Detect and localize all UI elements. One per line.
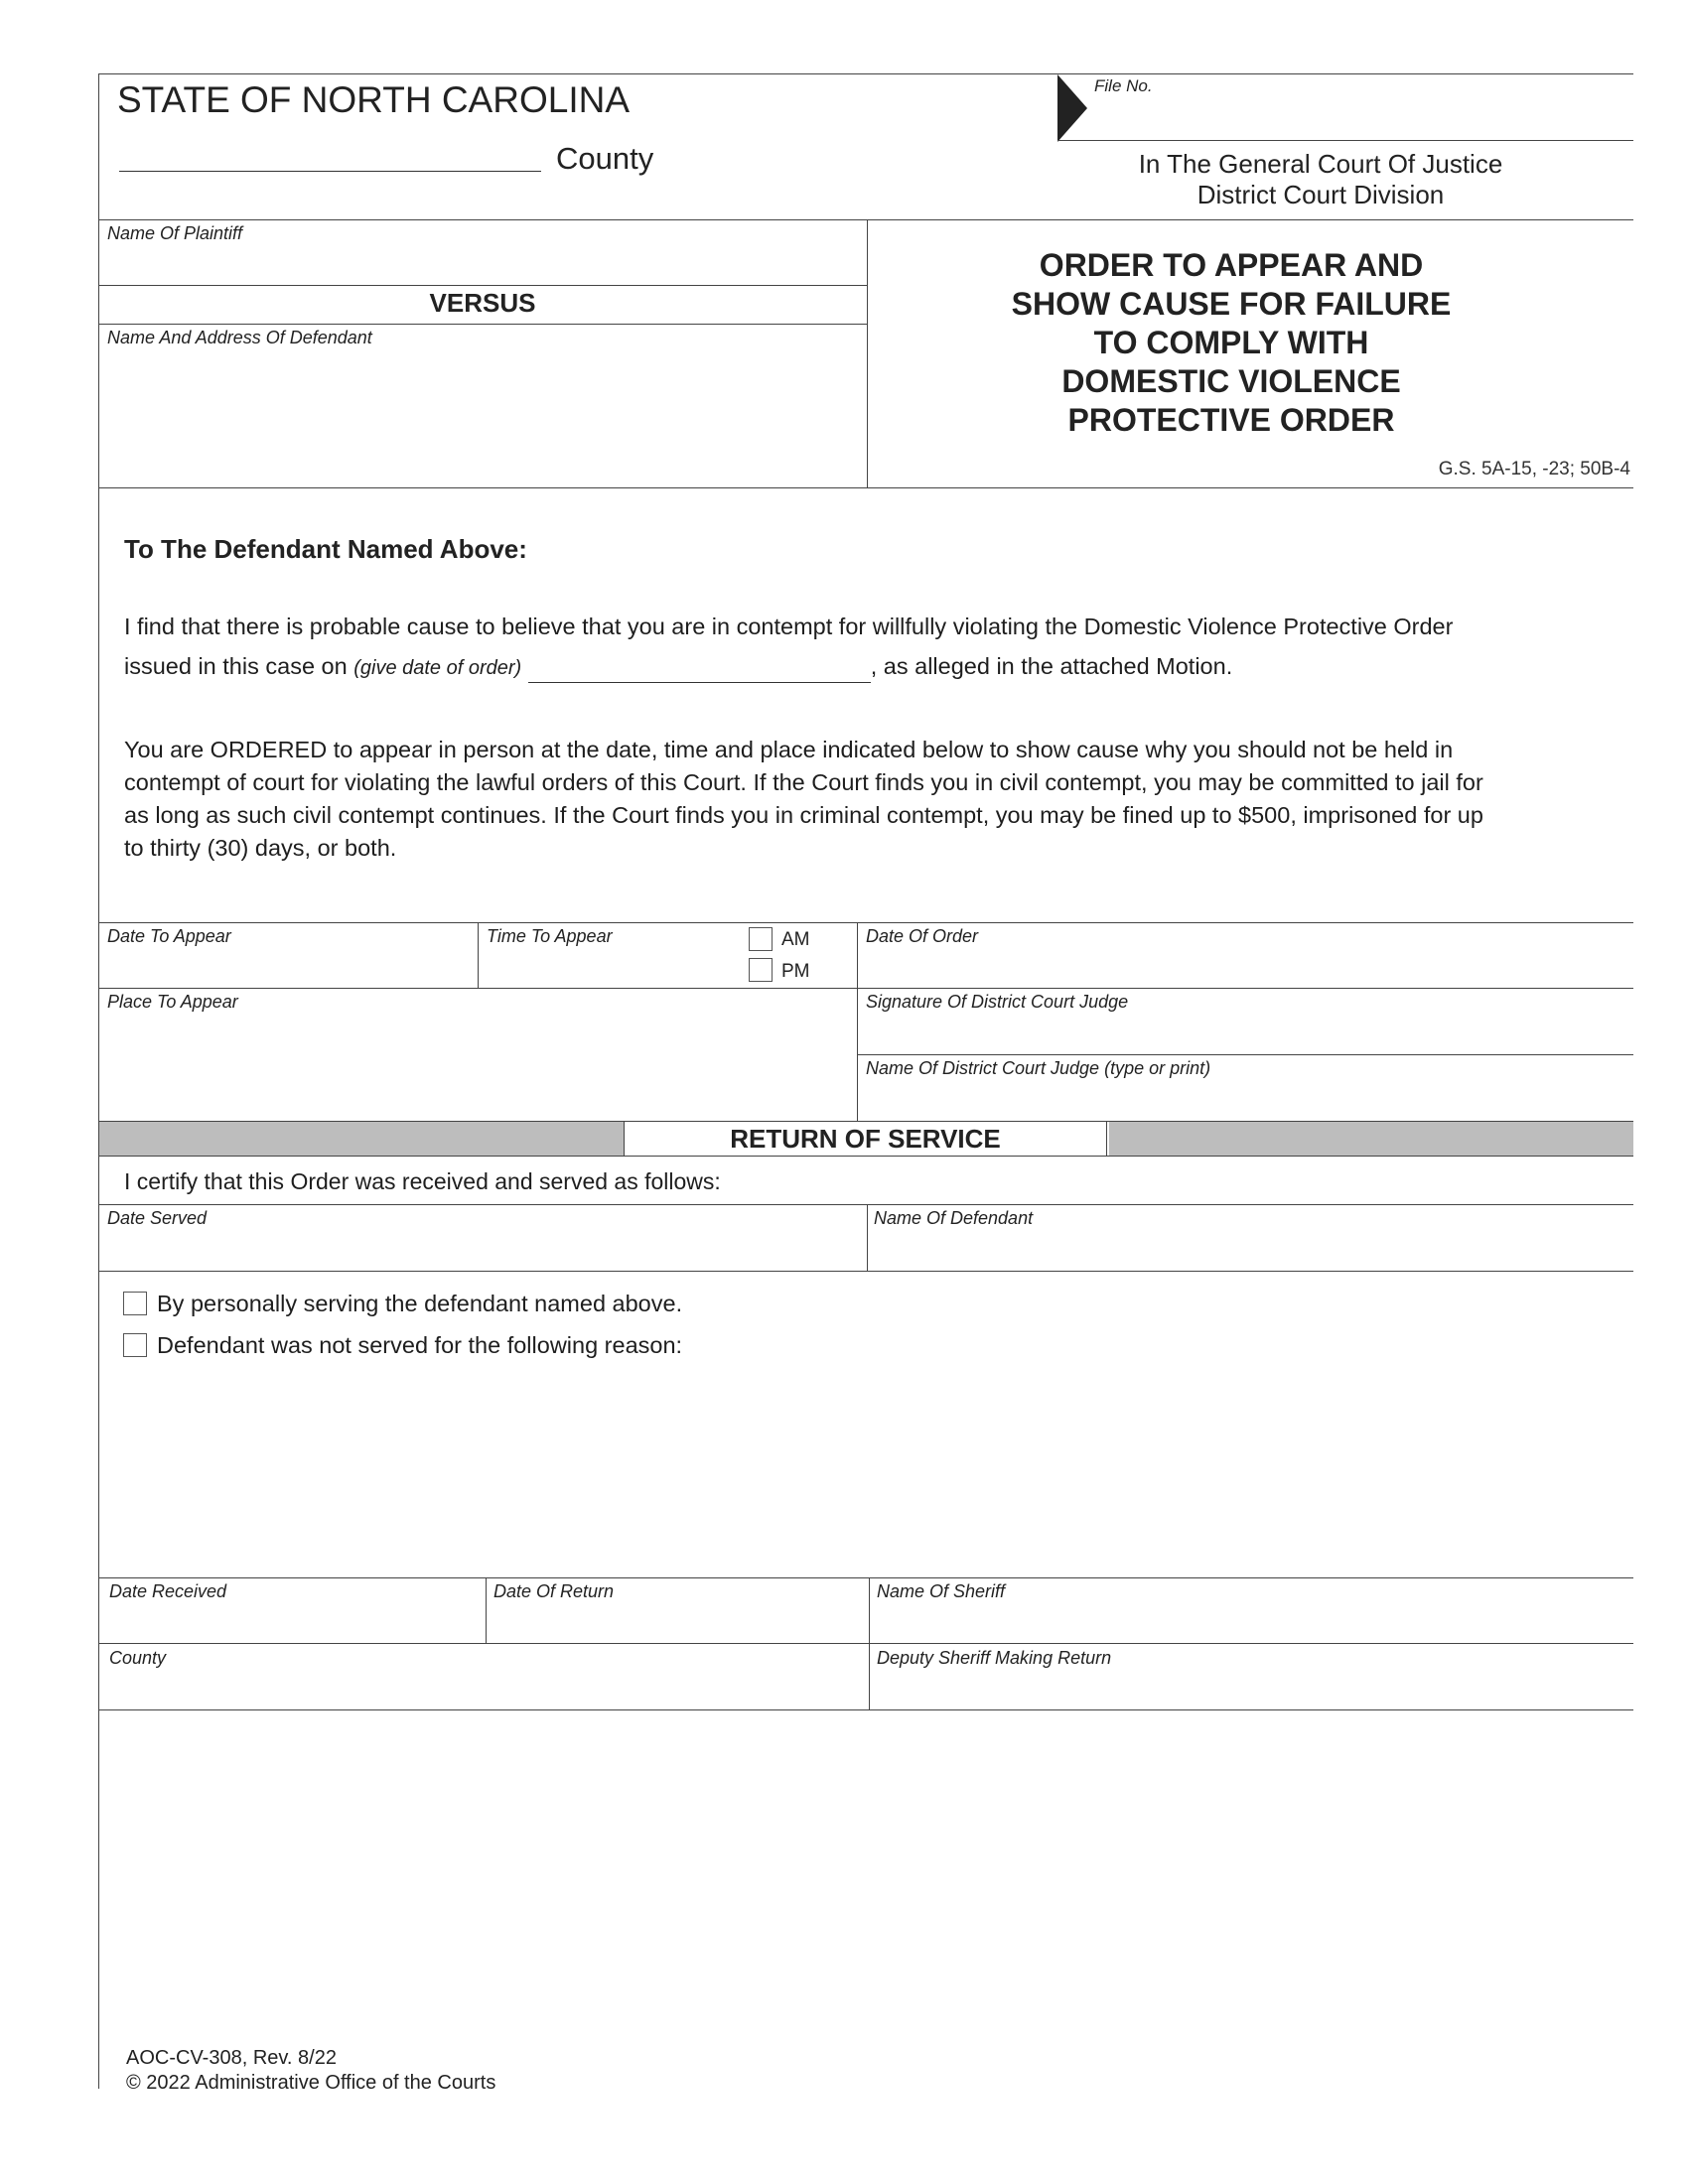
appear-top-line — [98, 922, 1633, 923]
pm-label: PM — [781, 961, 810, 982]
file-no-underline — [1057, 140, 1633, 141]
personally-served-label: By personally serving the defendant named above. — [157, 1291, 683, 1316]
appear-divider-2 — [857, 922, 858, 1121]
parties-divider — [867, 219, 868, 487]
order-date-input[interactable] — [528, 656, 871, 683]
title-line: ORDER TO APPEAR AND — [1039, 247, 1424, 283]
form-left-border — [98, 73, 99, 2089]
statute-reference: G.S. 5A-15, -23; 50B-4 — [1438, 459, 1630, 479]
defendant-label: Name And Address Of Defendant — [107, 328, 372, 347]
ordered-line-2: contempt of court for violating the lawful orders of this Court. If the Court finds you in civil contempt, you may be committed to jail for — [124, 769, 1483, 795]
title-line: PROTECTIVE ORDER — [1067, 402, 1395, 438]
ordered-line-1: You are ORDERED to appear in person at the date, time and place indicated below to show cause why you should not be held in — [124, 737, 1454, 762]
date-hint: (give date of order) — [353, 657, 522, 679]
sheriff-bottom-line — [98, 1709, 1633, 1710]
versus-top-line — [98, 285, 867, 286]
county-input[interactable] — [119, 141, 541, 172]
place-to-appear-label: Place To Appear — [107, 992, 238, 1012]
judge-mid-line — [857, 1054, 1633, 1055]
plaintiff-input[interactable] — [109, 250, 854, 280]
served-top-line — [98, 1204, 1633, 1205]
versus-heading: VERSUS — [429, 288, 536, 318]
versus-bottom-line — [98, 324, 867, 325]
appear-mid-line — [98, 988, 1633, 989]
defendant-name-label: Name Of Defendant — [874, 1208, 1034, 1228]
deputy-sheriff-label: Deputy Sheriff Making Return — [877, 1648, 1112, 1668]
date-to-appear-input[interactable] — [109, 953, 467, 981]
certify-text: I certify that this Order was received and served as follows: — [124, 1168, 721, 1194]
date-served-input[interactable] — [109, 1235, 854, 1263]
finding-line-2-suffix: , as alleged in the attached Motion. — [870, 653, 1233, 679]
file-no-input[interactable] — [1094, 101, 1620, 137]
date-served-label: Date Served — [107, 1208, 208, 1228]
date-of-return-label: Date Of Return — [493, 1581, 615, 1601]
date-of-order-input[interactable] — [868, 953, 1622, 981]
place-to-appear-input[interactable] — [109, 1019, 844, 1113]
defendant-name-input[interactable] — [876, 1235, 1620, 1263]
finding-line-1: I find that there is probable cause to believe that you are in contempt for willfully violating the Domestic Violence Protective Order — [124, 614, 1454, 639]
date-to-appear-label: Date To Appear — [107, 926, 231, 946]
judge-signature-label: Signature Of District Court Judge — [866, 992, 1129, 1012]
title-line: TO COMPLY WITH — [1093, 325, 1369, 360]
return-bar-right — [1109, 1122, 1633, 1156]
file-no-label: File No. — [1094, 76, 1153, 95]
copyright: © 2022 Administrative Office of the Courts — [126, 2072, 496, 2094]
ordered-line-4: to thirty (30) days, or both. — [124, 835, 397, 861]
title-line: SHOW CAUSE FOR FAILURE — [1011, 286, 1452, 322]
file-no-arrow-icon — [1057, 74, 1089, 142]
finding-line-2-prefix: issued in this case on — [124, 653, 354, 679]
served-bottom-line — [98, 1271, 1633, 1272]
judge-signature-input[interactable] — [868, 1019, 1622, 1048]
judge-name-label: Name Of District Court Judge (type or print) — [866, 1058, 1211, 1078]
time-to-appear-input[interactable] — [489, 953, 737, 981]
date-received-input[interactable] — [111, 1608, 474, 1636]
sheriff-name-label: Name Of Sheriff — [877, 1581, 1006, 1601]
am-label: AM — [781, 929, 810, 950]
date-received-label: Date Received — [109, 1581, 227, 1601]
court-line-1: In The General Court Of Justice — [1138, 149, 1503, 179]
salutation: To The Defendant Named Above: — [124, 534, 527, 564]
sheriff-name-input[interactable] — [879, 1608, 1623, 1636]
time-to-appear-label: Time To Appear — [487, 926, 613, 946]
sheriff-top-line — [98, 1577, 1633, 1578]
date-of-order-label: Date Of Order — [866, 926, 979, 946]
form-number: AOC-CV-308, Rev. 8/22 — [126, 2047, 337, 2069]
sheriff-divider-1 — [486, 1577, 487, 1643]
not-served-checkbox[interactable] — [123, 1333, 147, 1357]
return-heading-bottom-line — [98, 1156, 1633, 1157]
not-served-reason-input[interactable] — [157, 1372, 1617, 1570]
deputy-sheriff-input[interactable] — [879, 1675, 1623, 1703]
parties-top-line — [98, 219, 1633, 220]
appear-divider-1 — [478, 922, 479, 988]
date-of-return-input[interactable] — [495, 1608, 858, 1636]
defendant-input[interactable] — [109, 355, 854, 475]
state-title: STATE OF NORTH CAROLINA — [117, 79, 630, 120]
pm-checkbox[interactable] — [749, 958, 773, 982]
ordered-line-3: as long as such civil contempt continues. If the Court finds you in criminal contempt, you may be fined up to $500, imprisoned for up — [124, 802, 1483, 828]
county-served-input[interactable] — [111, 1675, 856, 1703]
am-checkbox[interactable] — [749, 927, 773, 951]
return-bar-left — [99, 1122, 624, 1156]
title-line: DOMESTIC VIOLENCE — [1061, 363, 1401, 399]
form-top-border — [98, 73, 1633, 74]
judge-name-input[interactable] — [868, 1084, 1622, 1114]
plaintiff-label: Name Of Plaintiff — [107, 223, 243, 243]
court-line-2: District Court Division — [1196, 180, 1445, 209]
return-of-service-heading: RETURN OF SERVICE — [624, 1122, 1107, 1156]
personally-served-checkbox[interactable] — [123, 1292, 147, 1315]
form-title — [874, 246, 1589, 440]
finding-line-2 — [124, 649, 1232, 685]
sheriff-mid-line — [98, 1643, 1633, 1644]
county-label: County — [556, 141, 654, 176]
county-served-label: County — [109, 1648, 167, 1668]
parties-bottom-line — [98, 487, 1633, 488]
not-served-label: Defendant was not served for the following reason: — [157, 1332, 683, 1358]
served-divider — [867, 1204, 868, 1271]
